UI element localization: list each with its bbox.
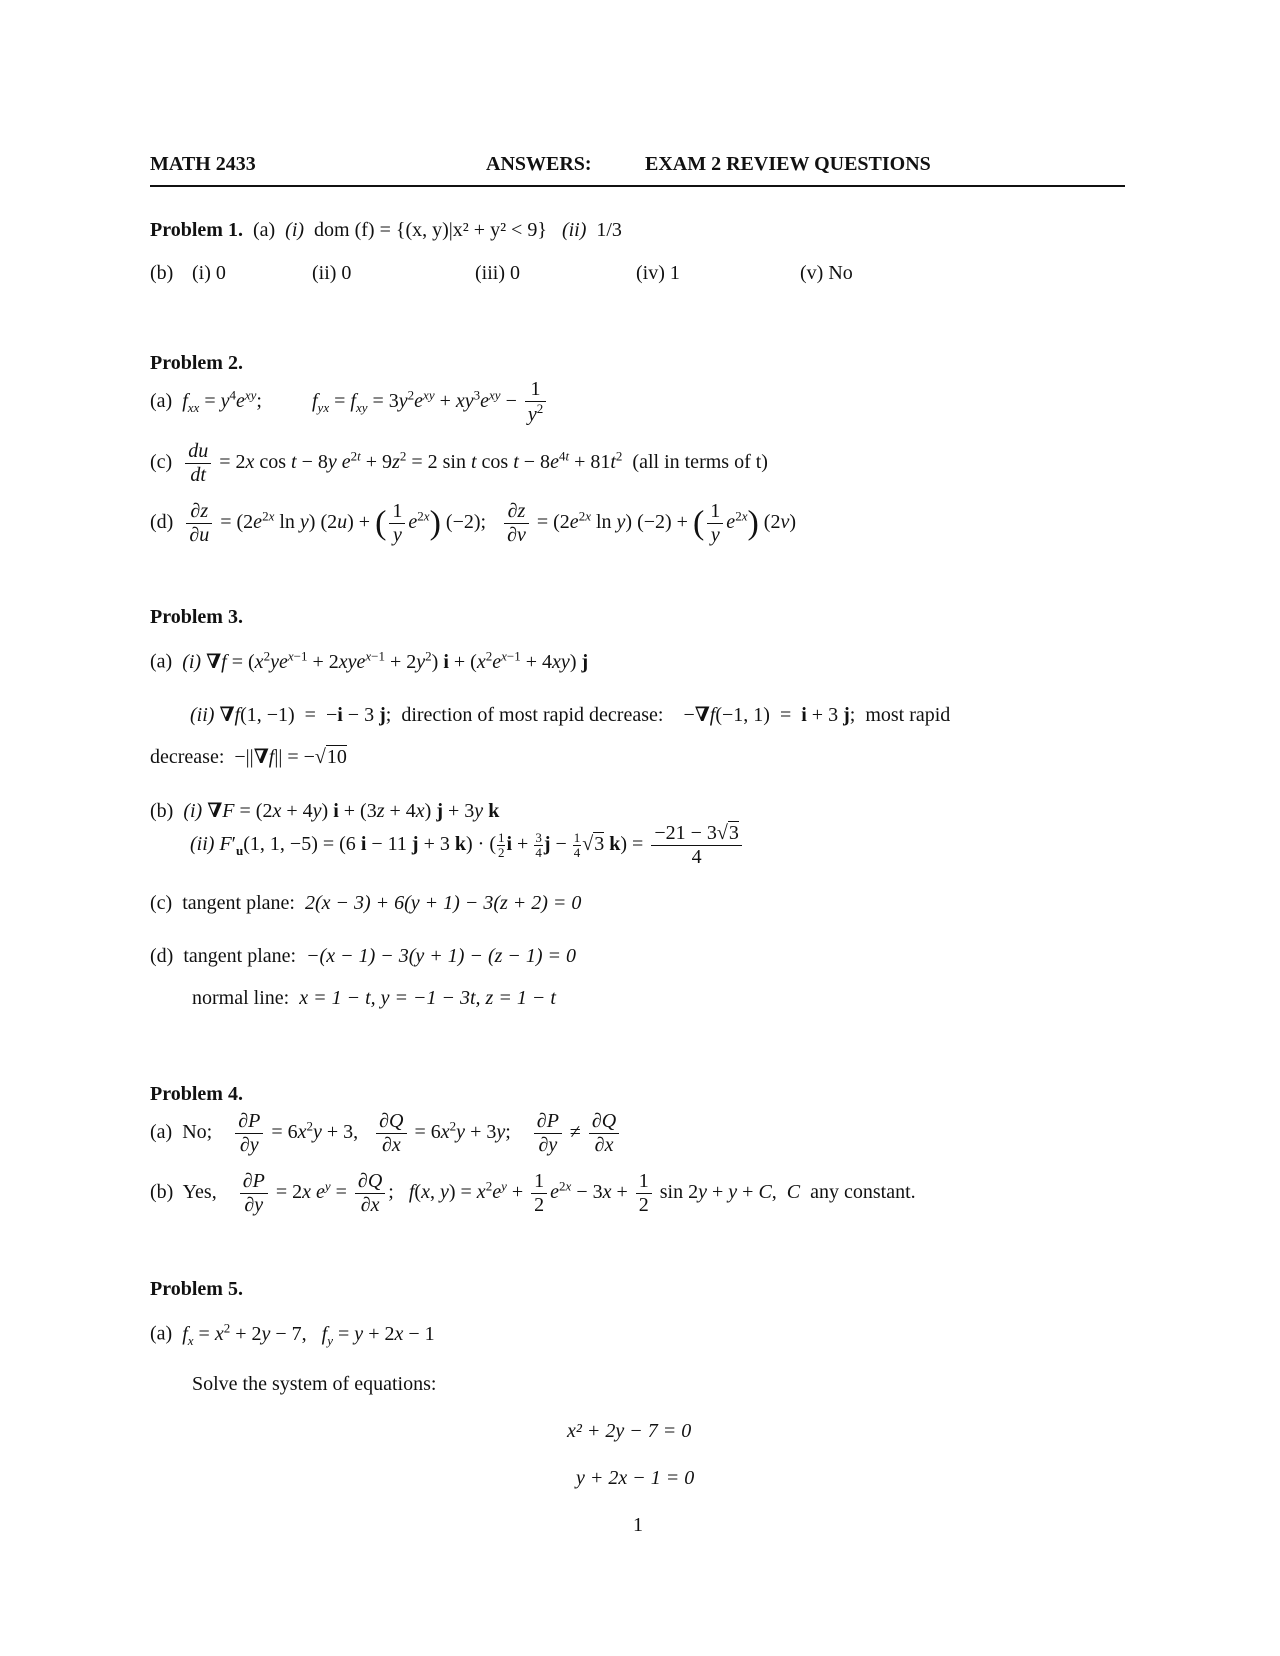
p1-ii-label: (ii) bbox=[561, 219, 587, 241]
problem-4-heading: Problem 4. bbox=[150, 1083, 243, 1105]
p5-solve-text: Solve the system of equations: bbox=[192, 1373, 437, 1395]
p3-decrease-label: decrease: bbox=[150, 746, 225, 768]
p3-a-i-line bbox=[150, 648, 588, 674]
p5-a-partials: $f_x = x^2 + 2y - 7$, $f_y = y + 2x - 1$ bbox=[182, 1320, 435, 1348]
p1-b-v: (v) No bbox=[800, 262, 853, 284]
p2-a-fyx: $f_{yx} = f_{xy} = 3y^2e^{xy} + xy^3e^{xy}$ − $\frac{1}{y^2}$ bbox=[312, 390, 549, 412]
p2-c-equation: $\frac{du}{dt}$ = 2x cos t − 8y $e^{2t} + 9z^2 = 2$ sin t $\cos t - 8e^{4t} + 81t^2$ bbox=[182, 451, 622, 473]
p3-d-label: (d) bbox=[150, 945, 174, 967]
p2-a-fxx: $f_{xx} = y^4e^{xy}$; bbox=[182, 387, 262, 415]
problem-5-heading: Problem 5. bbox=[150, 1278, 243, 1300]
p5-a-label: (a) bbox=[150, 1322, 173, 1345]
p3-c-text: tangent plane: bbox=[182, 892, 295, 914]
problem-1-heading: Problem 1. bbox=[150, 219, 243, 241]
p4-b-label: (b) bbox=[150, 1181, 174, 1204]
p4-a-label: (a) bbox=[150, 1121, 173, 1144]
p3-a-ii-grad: (ii) ∇f(1, −1) = −i − 3 j; bbox=[190, 704, 392, 726]
p3-normal-equation: x = 1 − t, y = −1 − 3t, z = 1 − t bbox=[299, 987, 556, 1009]
p3-a-ii-line bbox=[190, 702, 950, 727]
p3-d-line bbox=[150, 945, 576, 968]
p5-equation-1: x² + 2y − 7 = 0 bbox=[567, 1420, 692, 1442]
p2-a-label: (a) bbox=[150, 389, 173, 412]
document-title: EXAM 2 REVIEW QUESTIONS bbox=[645, 153, 931, 175]
p3-c-equation: 2(x − 3) + 6(y + 1) − 3(z + 2) = 0 bbox=[304, 892, 582, 914]
p3-d-text: tangent plane: bbox=[183, 945, 297, 967]
p2-a-line bbox=[150, 378, 549, 427]
p1-b-iii: (iii) 0 bbox=[475, 262, 520, 284]
answers-label: ANSWERS: bbox=[486, 153, 592, 175]
p3-normal-line bbox=[192, 987, 556, 1010]
p1-domain: dom (f) = {(x, y)|x² + y² < 9} bbox=[314, 219, 547, 241]
p2-d-line bbox=[150, 500, 796, 547]
p1-a-label: (a) bbox=[252, 219, 276, 241]
p4-b-constant: any constant. bbox=[810, 1181, 916, 1204]
p3-a-ii-direction-text: direction of most rapid decrease: bbox=[401, 704, 664, 726]
p1-ii-value: 1/3 bbox=[596, 219, 622, 241]
p3-b-i-line bbox=[150, 798, 499, 823]
p4-b-equations: $\frac{\partial P}{\partial y}$ = 2x $e^y$ = $\frac{\partial Q}{\partial x}$ ; f(x, $y) = x^2e^y$ + $\frac{1}{2}$ $e^{2x} - 3x$ + $\frac{1}{2}$ sin 2y + y + C, C bbox=[237, 1181, 800, 1203]
p3-a-label: (a) bbox=[150, 650, 173, 673]
p2-c-line bbox=[150, 440, 768, 487]
p3-b-directional-derivative: (ii) $F'_u(1$, 1, −5) = (6 i − 11 j + 3 k) · ( $\frac{1}{2}$ i + $\frac{3}{4}$ j − $\frac{1}{4}$ √3 k) = $\frac{-21 - 3√3}{4}$ bbox=[190, 833, 745, 855]
p5-a-line bbox=[150, 1320, 435, 1349]
p3-a-gradient: (i) $\nabla f = (x^2ye^{x-1} + 2xye^{x-1} + 2y^2) i + (x^2e^{x-1} + 4xy)$ j bbox=[182, 648, 589, 673]
p2-d-dz-du: $\frac{\partial z}{\partial u}$ = ($2e^{2x}$ ln y) (2u) + ( $\frac{1}{y}$ $e^{2x}$) (−2); bbox=[183, 511, 486, 533]
p3-normal-text: normal line: bbox=[192, 987, 290, 1009]
header-rule bbox=[150, 185, 1125, 187]
p4-b-line bbox=[150, 1170, 916, 1217]
p1-b-iv: (iv) 1 bbox=[636, 262, 680, 284]
p1-b-label: (b) bbox=[150, 262, 174, 284]
page-number: 1 bbox=[633, 1514, 643, 1536]
p4-b-answer: Yes, bbox=[182, 1181, 217, 1204]
problem-3-heading: Problem 3. bbox=[150, 606, 243, 628]
p5-equation-2: y + 2x − 1 = 0 bbox=[576, 1467, 695, 1489]
p1-i-label: (i) bbox=[285, 219, 305, 241]
course-code: MATH 2433 bbox=[150, 153, 256, 175]
p3-a-ii-neg-grad: −∇f(−1, 1) = i + 3 j; bbox=[683, 704, 856, 726]
p4-a-equations: $\frac{\partial P}{\partial y}$ = $6x^2y + 3$, $\frac{\partial Q}{\partial x}$ = $6x^2y + 3y$; $\frac{\partial P}{\partial y}$ ≠ $\frac{\partial Q}{\partial x}$ bbox=[232, 1121, 622, 1143]
p3-b-ii-line bbox=[190, 822, 745, 869]
p1-b-i: (i) 0 bbox=[192, 262, 226, 284]
p2-d-label: (d) bbox=[150, 511, 174, 534]
p3-b-gradient: (i) ∇F = (2x + 4y) i + (3z + 4x) j + 3y k bbox=[183, 800, 500, 822]
p4-a-line bbox=[150, 1110, 622, 1157]
p2-c-label: (c) bbox=[150, 451, 173, 474]
p3-a-ii-decrease-line bbox=[150, 744, 347, 769]
p3-b-label: (b) bbox=[150, 800, 174, 822]
p3-a-ii-most-rapid: most rapid bbox=[865, 704, 951, 726]
p3-c-line bbox=[150, 892, 581, 915]
p3-decrease-value: −||∇f|| = −√10 bbox=[234, 746, 347, 768]
p1-b-ii: (ii) 0 bbox=[312, 262, 352, 284]
p3-c-label: (c) bbox=[150, 892, 173, 914]
p2-c-note: (all in terms of t) bbox=[632, 451, 768, 474]
problem-2-heading: Problem 2. bbox=[150, 352, 243, 374]
p3-d-equation: −(x − 1) − 3(y + 1) − (z − 1) = 0 bbox=[306, 945, 577, 967]
p2-d-dz-dv: $\frac{\partial z}{\partial v}$ = ($2e^{2x}$ ln y) (−2) + ( $\frac{1}{y}$ $e^{2x}$) (2v) bbox=[501, 511, 796, 533]
p4-a-answer: No; bbox=[182, 1121, 213, 1144]
problem-1-line-a bbox=[150, 219, 622, 242]
